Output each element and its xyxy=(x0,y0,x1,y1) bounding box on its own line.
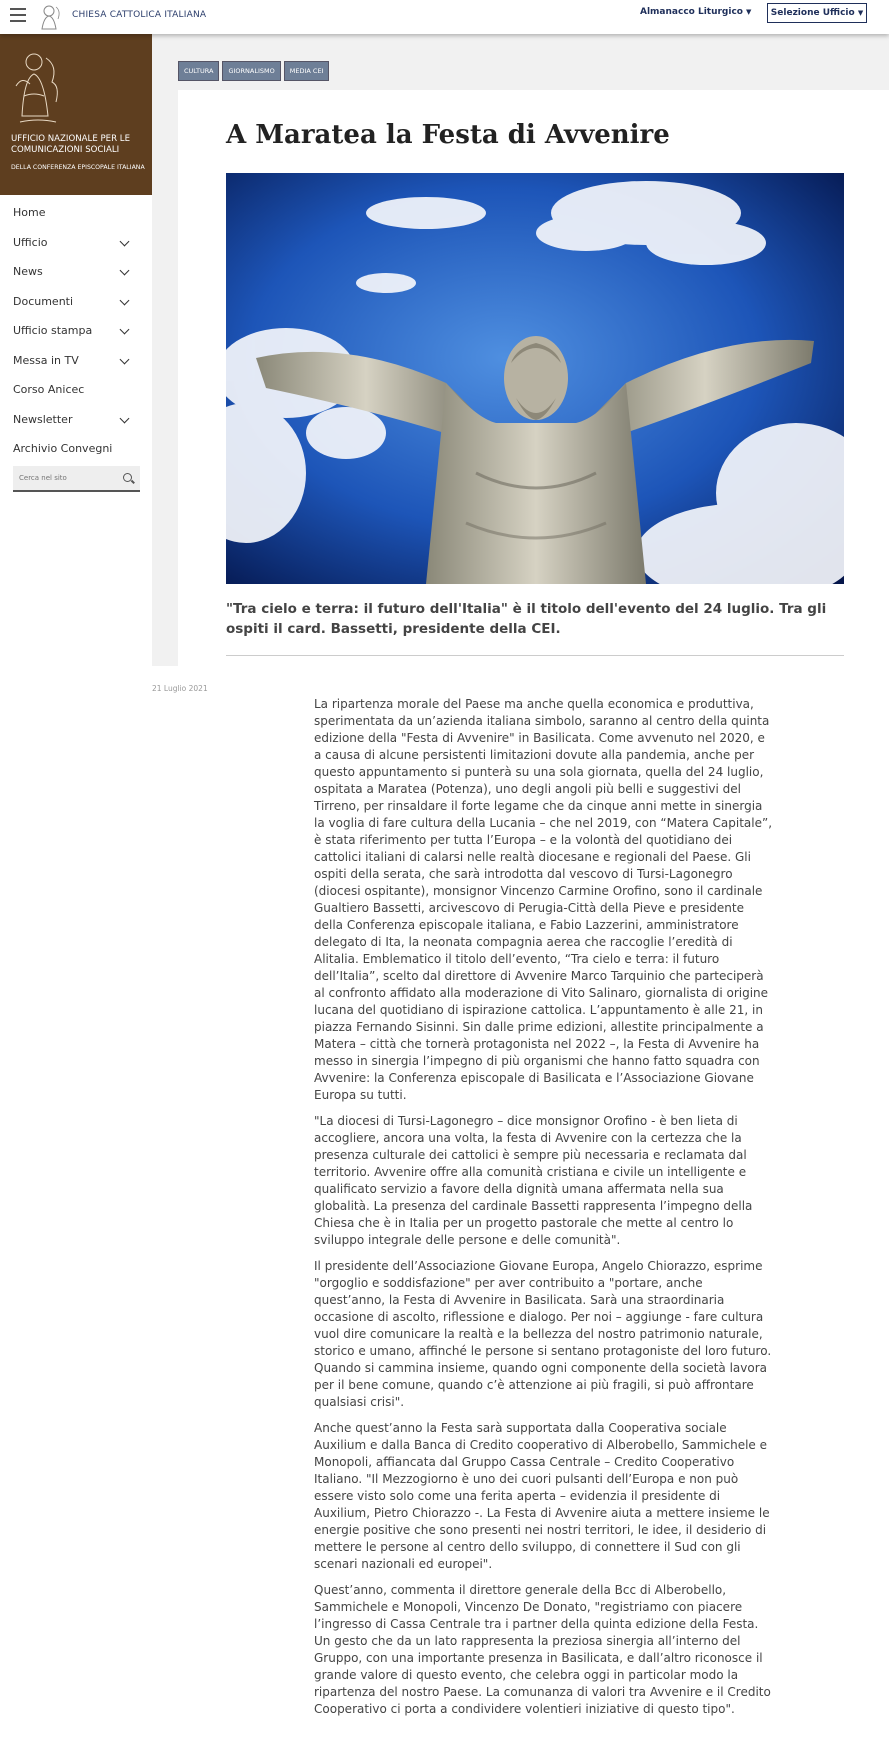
chevron-down-icon[interactable] xyxy=(120,295,130,305)
sidebar-item-label: Archivio Convegni xyxy=(13,442,113,455)
search-icon[interactable] xyxy=(123,473,132,482)
sidebar-item-documenti[interactable] xyxy=(0,290,152,320)
search-input[interactable] xyxy=(19,471,114,485)
chevron-down-icon[interactable] xyxy=(120,325,130,335)
sidebar-item-label: News xyxy=(13,265,43,278)
sidebar-header[interactable] xyxy=(0,34,152,195)
sidebar-item-home[interactable] xyxy=(0,201,152,231)
article-paragraph: Anche quest’anno la Festa sarà supportata dalla Cooperativa sociale Auxilium e dalla Banca di Credito cooperativo di Alberobello, Sammichele e Monopoli, affiancata dal Gruppo Cassa Centrale – Credito Cooperativo Italiano. "Il Mezzogiorno è uno dei cuori pulsanti dell’Europa e non può essere visto solo come una ferita aperta – evidenzia il presidente di Auxilium, Pietro Chiorazzo -. La Festa di Avvenire aiuta a mettere insieme le energie positive che sono presenti nei nostri territori, le idee, il desiderio di mettere le persone al centro dello sviluppo, di connettere il Sud con gli scenari nazionali ed europei". xyxy=(314,1421,770,1571)
chevron-down-icon[interactable] xyxy=(120,413,130,423)
tag-media-cei[interactable]: MEDIA CEI xyxy=(284,61,330,81)
tag-list xyxy=(178,58,332,81)
chevron-down-icon[interactable] xyxy=(120,236,130,246)
menu-icon[interactable] xyxy=(10,8,26,22)
article-paragraph: "La diocesi di Tursi-Lagonegro – dice monsignor Orofino - è ben lieta di accogliere, ancora una volta, la festa di Avvenire con la certezza che la presenza culturale dei cattolici è sempre più necessaria e reclamata dal territorio. Avvenire offre alla comunità cristiana e civile un intelligente e qualificato servizio a favore della dignità umana affermata nella sua globalità. La presenza del cardinale Bassetti rappresenta l’impegno della Chiesa che è in Italia per un progetto pastorale che mette al centro lo sviluppo integrale delle persone e delle comunità". xyxy=(314,1114,753,1247)
sidebar-item-label: Documenti xyxy=(13,294,74,308)
article-paragraph: La ripartenza morale del Paese ma anche quella economica e produttiva, sperimentata da un’azienda italiana simbolo, saranno al centro della quinta edizione della "Festa di Avvenire" in Basilicata. Come avvenuto nel 2020, e a causa di alcune persistenti limitazioni dovute alla pandemia, anche per questo appuntamento si punterà su una sola giornata, quella del 24 luglio, ospitata a Maratea (Potenza), uno degli angoli più belli e suggestivi del Tirreno, per rinsaldare il forte legame che da cinque anni mette in sinergia la voglia di fare cultura della Lucania – che nel 2019, con “Matera Capitale”, è stata riferimento per tutta l’Europa – e la volontà del quotidiano dei cattolici italiani di calarsi nelle realtà diocesane e regionali del Paese. Gli ospiti della serata, che sarà introdotta dal vescovo di Tursi-Lagonegro (diocesi ospitante), monsignor Vincenzo Carmine Orofino, sono il cardinale Gualtiero Bassetti, arcivescovo di Perugia-Città della Pieve e presidente della Conferenza episcopale italiana, e Fabio Lazzerini, amministratore delegato di Ita, la neonata compagnia aerea che raccoglie l’eredità di Alitalia. Emblematico il titolo dell’evento, “Tra cielo e terra: il futuro dell’Italia”, scelto dal direttore di Avvenire Marco Tarquinio che parteciperà al confronto affidato alla moderazione di Vito Salinaro, giornalista di origine lucana del quotidiano di ispirazione cattolica. L’appuntamento è alle 21, in piazza Fernando Sisinni. Sin dalle prime edizioni, allestite principalmente a Matera – città che tornerà protagonista nel 2022 –, la Festa di Avvenire ha messo in sinergia l’impegno di più organismi che hanno fatto squadra con Avvenire: la Conferenza episcopale di Basilicata e l’Associazione Giovane Europa su tutti. xyxy=(314,697,773,1102)
almanacco-dropdown[interactable] xyxy=(640,7,751,17)
sidebar-item-ufficio-stampa[interactable] xyxy=(0,319,152,349)
caret-down-icon: ▼ xyxy=(745,8,752,16)
publish-date: 21 Luglio 2021 xyxy=(152,684,208,693)
sidebar-item-label: Home xyxy=(13,206,46,219)
sidebar-item-newsletter[interactable] xyxy=(0,408,152,438)
tag-cultura[interactable]: CULTURA xyxy=(178,61,219,81)
caret-down-icon: ▼ xyxy=(857,9,864,17)
sidebar-item-messa-in-tv[interactable] xyxy=(0,349,152,379)
site-search xyxy=(13,466,140,492)
sidebar-item-label: Ufficio stampa xyxy=(13,324,93,337)
cei-logo-icon[interactable] xyxy=(34,1,64,31)
hero-image xyxy=(226,173,844,584)
sidebar-nav xyxy=(0,201,152,467)
chevron-down-icon[interactable] xyxy=(120,266,130,276)
sidebar-item-label: Corso Anicec xyxy=(13,383,85,396)
article-paragraph: Il presidente dell’Associazione Giovane Europa, Angelo Chiorazzo, esprime "orgoglio e soddisfazione" per aver contribuito a "portare, anche quest’anno, la Festa di Avvenire in Basilicata. Sarà una straordinaria occasione di ascolto, riflessione e dialogo. Per noi – aggiunge - fare cultura vuol dire comunicare la realtà e la bellezza del nostro patrimonio naturale, storico e umano, affinché le persone si sentano protagoniste del loro futuro. Quando si cammina insieme, quando ogni componente della società lavora per il bene comune, quando c’è attenzione ai più fragili, si può affrontare qualsiasi crisi". xyxy=(314,1259,772,1409)
sidebar-item-news[interactable] xyxy=(0,260,152,290)
sidebar-item-corso-anicec[interactable] xyxy=(0,378,152,408)
sidebar-item-ufficio[interactable] xyxy=(0,231,152,261)
sidebar-item-label: Messa in TV xyxy=(13,353,79,367)
seleziona-ufficio-button[interactable] xyxy=(767,3,867,23)
sidebar-item-label: Ufficio xyxy=(13,235,48,249)
article-body xyxy=(314,696,774,1727)
chevron-down-icon[interactable] xyxy=(120,354,130,364)
sidebar-item-label: Newsletter xyxy=(13,412,73,426)
article-paragraph: Quest’anno, commenta il direttore generale della Bcc di Alberobello, Sammichele e Monopoli, Vincenzo De Donato, "registriamo con piacere l’ingresso di Cassa Centrale tra i partner della quinta edizione della Festa. Un gesto che da un lato rappresenta la preziosa sinergia all’interno del Gruppo, con una importante presenza in Basilicata, e dall’altro riconosce il grande valore di questo evento, che celebra oggi in particolar modo la ripartenza del nostro Paese. La comunanza di valori tra Avvenire e il Credito Cooperativo ci porta a condividere volentieri iniziative di questo tipo". xyxy=(314,1583,771,1716)
page-title: A Maratea la Festa di Avvenire xyxy=(226,120,670,150)
cei-emblem-icon xyxy=(10,46,66,126)
almanacco-label: Almanacco Liturgico xyxy=(640,7,743,17)
office-title: UFFICIO NAZIONALE PER LE COMUNICAZIONI SOCIALI xyxy=(11,134,131,155)
top-bar xyxy=(0,0,889,34)
office-subtitle: DELLA CONFERENZA EPISCOPALE ITALIANA xyxy=(11,164,145,171)
divider xyxy=(226,655,844,656)
article-subtitle: "Tra cielo e terra: il futuro dell'Italia" è il titolo dell'evento del 24 luglio. Tra gli ospiti il card. Bassetti, presidente della CEI. xyxy=(226,601,827,637)
tag-giornalismo[interactable]: GIORNALISMO xyxy=(222,61,280,81)
seleziona-label: Selezione Ufficio xyxy=(770,8,855,18)
sidebar-item-archivio-convegni[interactable] xyxy=(0,437,152,467)
brand-name[interactable]: CHIESA CATTOLICA ITALIANA xyxy=(72,10,207,20)
